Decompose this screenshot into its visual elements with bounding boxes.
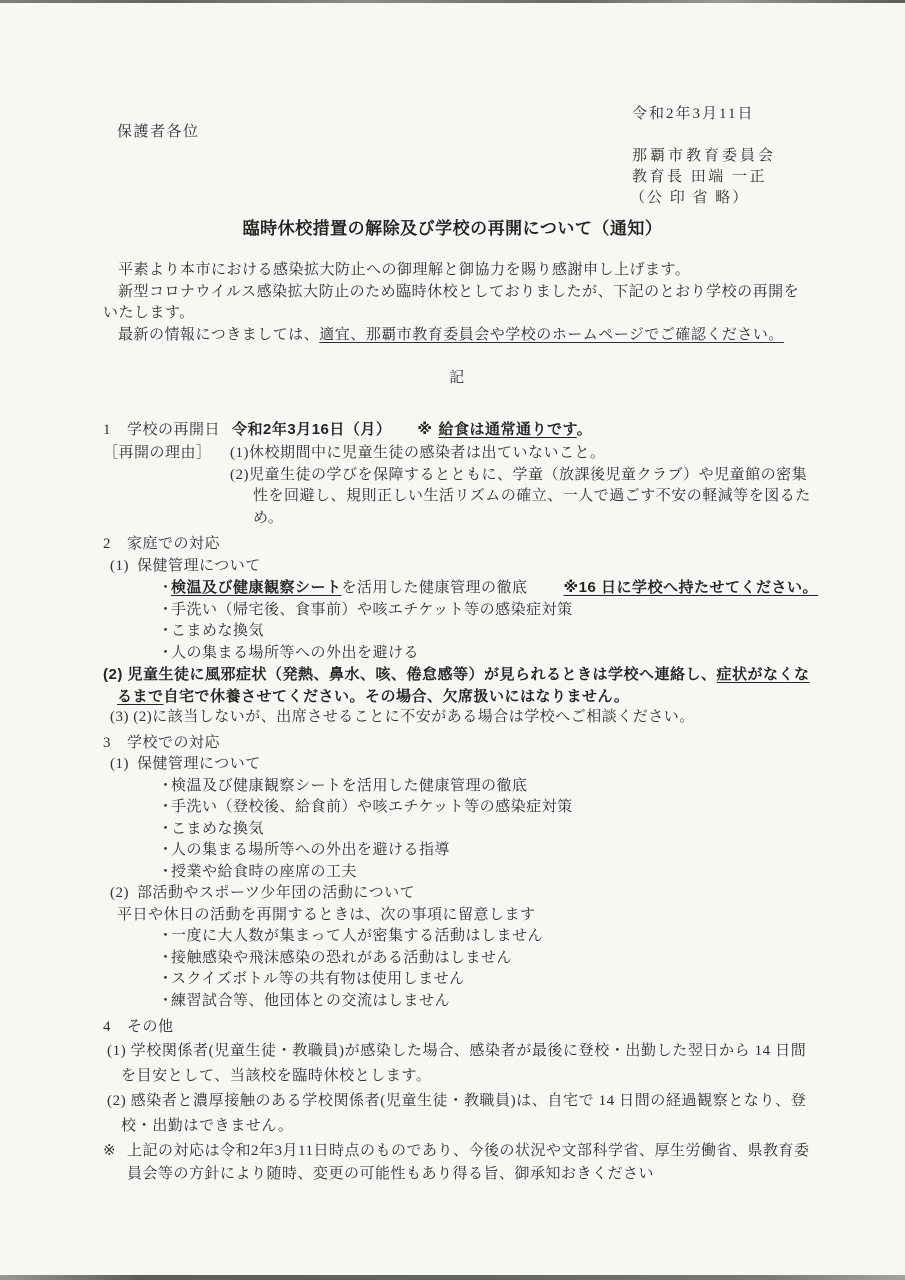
- footnote: [103, 1140, 811, 1186]
- health-sheet-rest: を活用した健康管理の徹底: [341, 580, 528, 596]
- reason-label: ［再開の理由］: [103, 445, 212, 461]
- bullet-text: 練習試合等、他団体との交流はしません: [171, 992, 451, 1009]
- bullet-item: [158, 969, 811, 991]
- bullet-item: [158, 840, 811, 862]
- footnote-marker: ※: [103, 1142, 117, 1159]
- health-sheet-bold: 検温及び健康観察シート: [171, 579, 342, 596]
- bullet-item: [158, 797, 811, 819]
- section3-item2-intro: 平日や休日の活動を再開するときは、次の事項に留意します: [117, 906, 536, 923]
- section3-item2-text: 部活動やスポーツ少年団の活動について: [137, 885, 416, 901]
- bullet-item: [158, 600, 811, 622]
- section1-heading-row: [103, 419, 811, 442]
- bullet-item: [158, 819, 811, 841]
- bullet-text: 授業や給食時の座席の工夫: [171, 863, 358, 880]
- addressee: 保護者各位: [117, 124, 200, 140]
- sender-organization: 那覇市教育委員会: [632, 148, 777, 164]
- bullet-glyph: ・: [158, 601, 174, 618]
- section2-item1-label: (1): [110, 557, 129, 574]
- bullet-text: 検温及び健康観察シートを活用した健康管理の徹底: [171, 777, 528, 794]
- section4-heading-row: [103, 1017, 811, 1039]
- bullet-glyph: ・: [158, 949, 174, 966]
- reason-list: [230, 443, 811, 529]
- document-body: [103, 260, 818, 1186]
- bullet-text: こまめな換気: [171, 820, 265, 837]
- section4-item2: (2) 感染者と濃厚接触のある学校関係者(児童生徒・教職員)は、自宅で 14 日間の経過観察となり、登校・出勤はできません。: [107, 1092, 807, 1134]
- bullet-item: [158, 621, 811, 643]
- scan-edge-artifact-bottom: [0, 1275, 905, 1280]
- section3-number: 3: [103, 734, 111, 751]
- intro-paragraph-2: 新型コロナウイルス感染拡大防止のため臨時休校としておりましたが、下記のとおり学校の再開をいたします。: [103, 283, 800, 321]
- section2-item3: (3) (2)に該当しないが、出席させることに不安がある場合は学校へご相談ください。: [110, 709, 695, 725]
- bullet-glyph: ・: [158, 971, 174, 987]
- bullet-text: 手洗い（登校後、給食前）や咳エチケット等の感染症対策: [171, 799, 573, 815]
- bullet-text: 一度に大人数が集まって人が密集する活動はしません: [171, 928, 544, 944]
- section3-item1-text: 保健管理について: [137, 756, 261, 772]
- section2-item1: [110, 556, 811, 578]
- bring-to-school-note: ※16 日に学校へ持たせてください。: [563, 579, 818, 596]
- section1-heading: 学校の再開日: [127, 421, 221, 438]
- bullet-glyph: ・: [158, 799, 174, 815]
- bullet-glyph: ・: [158, 928, 174, 944]
- bullet-item: [158, 926, 811, 948]
- bullet-item: [158, 577, 818, 600]
- sender-officer-name: 教育長 田端 一正: [632, 169, 768, 185]
- section2-item2-part2: 自宅で休養させてください。その場合、欠席扱いにはなりません。: [163, 687, 630, 705]
- section3-item2-label: (2): [110, 885, 129, 901]
- section4-item1: (1) 学校関係者(児童生徒・教職員)が感染した場合、感染者が最後に登校・出勤した翌日から 14 日間を目安として、当該校を臨時休校とします。: [107, 1042, 807, 1084]
- bullet-item: [158, 991, 811, 1013]
- section3-item2: [110, 883, 811, 905]
- bullet-text: 人の集まる場所等への外出を避ける指導: [171, 842, 451, 858]
- bullet-text: スクイズボトル等の共有物は使用しません: [171, 971, 465, 987]
- bullet-text: こまめな換気: [171, 623, 265, 639]
- section2-heading-row: [103, 534, 811, 556]
- bullet-text: 接触感染や飛沫感染の恐れがある活動はしません: [171, 949, 513, 966]
- reason-item-1: (1)休校期間中に児童生徒の感染者は出ていないこと。: [230, 445, 606, 461]
- reopen-date: 令和2年3月16日（月）: [232, 420, 392, 438]
- bullet-glyph: ・: [158, 992, 174, 1009]
- section2-item2-label: (2): [103, 666, 123, 683]
- section2-item2-underlined: 症状がなくなるまで: [117, 666, 810, 705]
- section2-item1-text: 保健管理について: [137, 557, 261, 574]
- bullet-item: [158, 862, 811, 884]
- note-marker: ※: [417, 420, 433, 438]
- section2-item2-part1: 児童生徒に風邪症状（発熱、鼻水、咳、倦怠感等）が見られるときは学校へ連絡し、: [127, 666, 717, 683]
- bullet-text: 手洗い（帰宅後、食事前）や咳エチケット等の感染症対策: [171, 601, 573, 618]
- bullet-item: [158, 948, 811, 970]
- bullet-glyph: ・: [158, 644, 174, 661]
- seal-omitted-note: （公 印 省 略）: [630, 190, 750, 206]
- bullet-item: [158, 776, 811, 798]
- document-date: 令和2年3月11日: [632, 106, 755, 122]
- ki-marker: 記: [449, 370, 465, 386]
- section2-item2: [103, 664, 811, 707]
- lunch-note-period: 。: [576, 420, 593, 438]
- section4-number: 4: [103, 1019, 111, 1035]
- bullet-item: [158, 643, 811, 665]
- section1-number: 1: [103, 421, 111, 438]
- footnote-text: 上記の対応は令和2年3月11日時点のものであり、今後の状況や文部科学省、厚生労働省、県教育委員会等の方針により随時、変更の可能性もあり得る旨、御承知おきください: [127, 1142, 810, 1182]
- section3-item1-label: (1): [110, 756, 129, 772]
- intro-paragraph-3-underlined: 適宜、那覇市教育委員会や学校のホームページでご確認ください。: [319, 326, 784, 343]
- bullet-glyph: ・: [158, 842, 174, 858]
- bullet-glyph: ・: [158, 863, 174, 880]
- lunch-note-underlined: 給食は通常通りです: [438, 420, 577, 438]
- document-title: 臨時休校措置の解除及び学校の再開について（通知）: [242, 219, 663, 238]
- bullet-text: 人の集まる場所等への外出を避ける: [171, 644, 420, 661]
- bullet-glyph: ・: [158, 580, 174, 596]
- section2-number: 2: [103, 536, 111, 552]
- scan-edge-artifact-top: [0, 0, 905, 3]
- bullet-glyph: ・: [158, 820, 174, 837]
- bullet-glyph: ・: [158, 777, 174, 794]
- section3-heading: 学校での対応: [127, 734, 221, 751]
- bullet-glyph: ・: [158, 623, 174, 639]
- intro-paragraph-3-prefix: 最新の情報につきましては、: [118, 326, 320, 343]
- section2-heading: 家庭での対応: [127, 536, 221, 552]
- section3-item1: [110, 754, 811, 776]
- intro-paragraph-3: [103, 325, 811, 347]
- intro-paragraph-1: 平素より本市における感染拡大防止への御理解と御協力を賜り感謝申し上げます。: [118, 262, 691, 278]
- reason-item-2: (2)児童生徒の学びを保障するとともに、学童（放課後児童クラブ）や児童館の密集性を回避し、規則正しい生活リズムの確立、一人で過ごす不安の軽減等を図るため。: [230, 466, 811, 526]
- section4-heading: その他: [127, 1019, 174, 1035]
- section3-heading-row: [103, 733, 811, 755]
- section1-reason-row: [103, 443, 811, 529]
